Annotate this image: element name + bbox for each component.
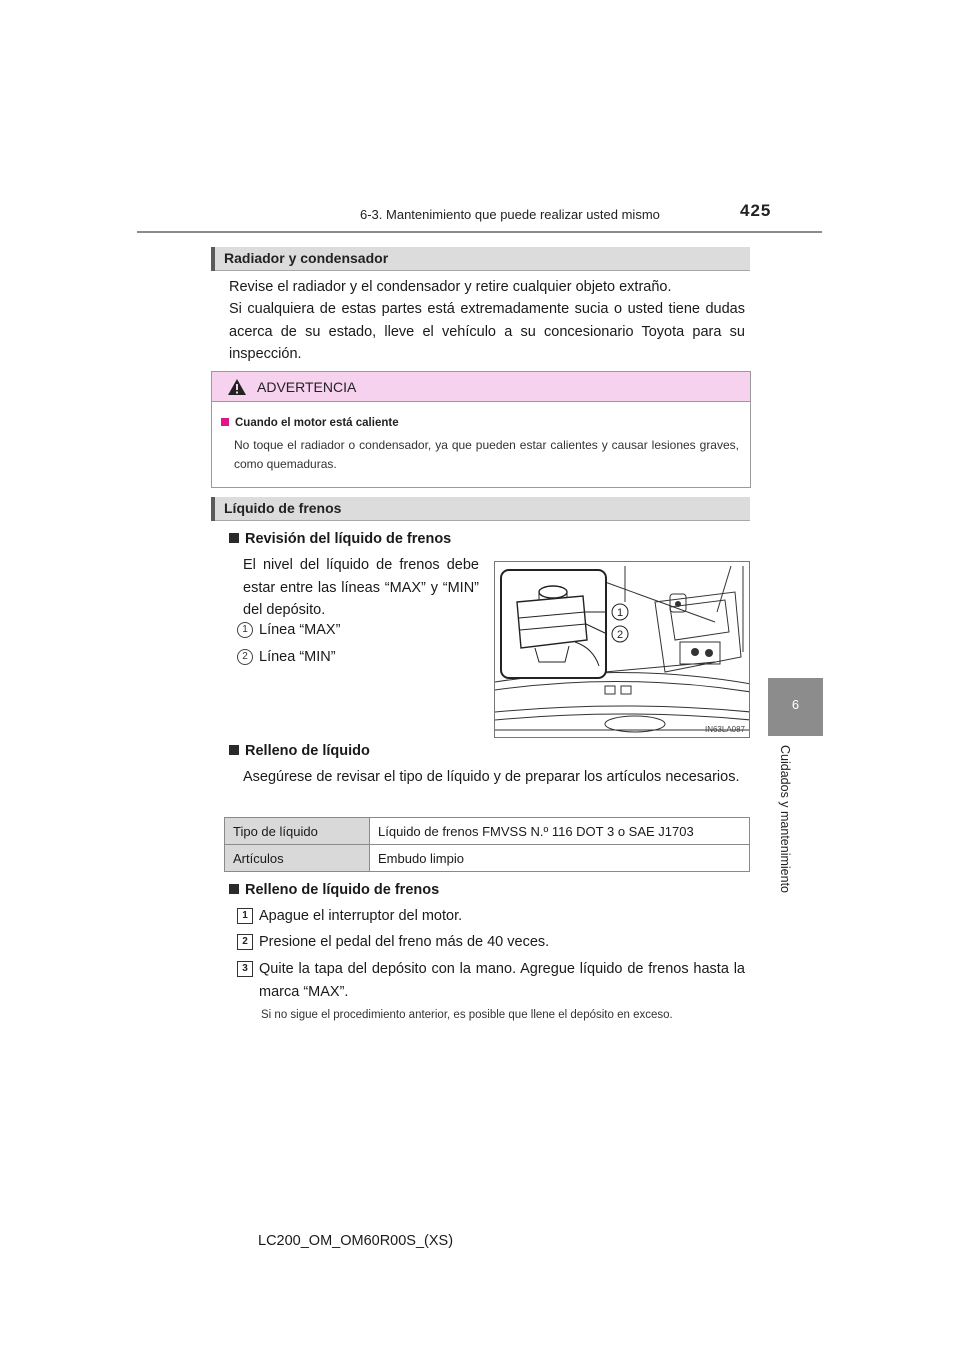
warning-subheading-text: Cuando el motor está caliente xyxy=(235,417,399,429)
callout-label-min: Línea “MIN” xyxy=(259,649,336,665)
callout-number-1: 1 xyxy=(237,622,253,638)
subheading-refill-brake-text: Relleno de líquido de frenos xyxy=(245,882,440,898)
heading-bar xyxy=(211,497,215,521)
running-header-section: 6-3. Mantenimiento que puede realizar usted mismo xyxy=(360,207,660,222)
table-key: Artículos xyxy=(225,845,370,872)
fluid-spec-table xyxy=(224,817,750,872)
check-text: El nivel del líquido de frenos debe estar entre las líneas “MAX” y “MIN” del depósito. xyxy=(243,557,479,618)
header-rule xyxy=(137,231,822,233)
section-heading-brake-fluid xyxy=(211,497,750,521)
step-text-3: Quite la tapa del depósito con la mano. Agregue líquido de frenos hasta la marca “MAX”. xyxy=(259,961,745,1000)
step-text-2: Presione el pedal del freno más de 40 veces. xyxy=(259,934,550,950)
table-value: Embudo limpio xyxy=(370,845,750,872)
square-bullet-icon xyxy=(229,884,239,894)
chapter-label: Cuidados y mantenimiento xyxy=(778,745,792,893)
figure-code: IN63LA087 xyxy=(704,725,745,734)
callout-label-max: Línea “MAX” xyxy=(259,622,341,638)
step-number-1: 1 xyxy=(237,908,253,924)
square-bullet-icon xyxy=(229,533,239,543)
warning-box xyxy=(211,371,751,488)
callout-number-2: 2 xyxy=(237,649,253,665)
heading-bar xyxy=(211,247,215,271)
engine-bay-drawing xyxy=(495,562,750,738)
brake-reservoir-illustration xyxy=(494,561,750,738)
subheading-check xyxy=(229,531,451,547)
warning-header xyxy=(212,372,750,402)
square-bullet-icon xyxy=(229,745,239,755)
table-row xyxy=(225,845,750,872)
page-number: 425 xyxy=(740,201,772,220)
table-key: Tipo de líquido xyxy=(225,818,370,845)
section-heading-radiator xyxy=(211,247,750,271)
radiator-line-2: Si cualquiera de estas partes está extremadamente sucia o usted tiene dudas acerca de su estado, lleve el vehículo a su concesionario Toyota para su inspección. xyxy=(229,301,745,362)
subheading-refill-brake xyxy=(229,882,439,898)
step-text-1: Apague el interruptor del motor. xyxy=(259,908,463,924)
step-number-3: 3 xyxy=(237,961,253,977)
section-heading-text: Radiador y condensador xyxy=(224,250,389,266)
table-value: Líquido de frenos FMVSS N.º 116 DOT 3 o SAE J1703 xyxy=(370,818,750,845)
refill-text: Asegúrese de revisar el tipo de líquido y de preparar los artículos necesarios. xyxy=(243,769,740,785)
svg-text:2: 2 xyxy=(616,629,624,641)
warning-title: ADVERTENCIA xyxy=(257,379,357,395)
subheading-refill-text: Relleno de líquido xyxy=(245,743,370,759)
step-note: Si no sigue el procedimiento anterior, es posible que llene el depósito en exceso. xyxy=(261,1009,673,1021)
section-heading-text: Líquido de frenos xyxy=(224,500,342,516)
warning-triangle-icon xyxy=(227,378,247,396)
square-bullet-icon xyxy=(221,418,229,426)
table-row xyxy=(225,818,750,845)
step-number-2: 2 xyxy=(237,934,253,950)
svg-text:1: 1 xyxy=(616,607,624,619)
warning-subheading xyxy=(221,417,399,429)
subheading-check-text: Revisión del líquido de frenos xyxy=(245,531,452,547)
subheading-refill xyxy=(229,743,370,759)
warning-text: No toque el radiador o condensador, ya que pueden estar calientes y causar lesiones graves, como quemaduras. xyxy=(234,438,739,471)
document-code: LC200_OM_OM60R00S_(XS) xyxy=(258,1233,454,1249)
chapter-number: 6 xyxy=(791,697,800,712)
radiator-line-1: Revise el radiador y el condensador y retire cualquier objeto extraño. xyxy=(229,279,672,295)
